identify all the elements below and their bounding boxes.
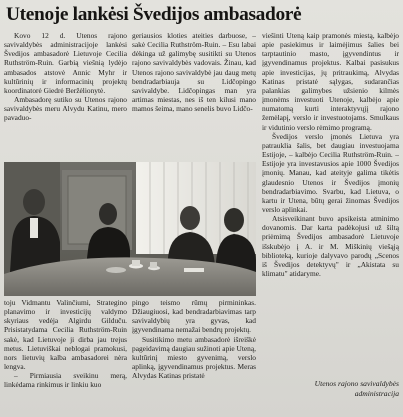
article-column-2-top	[132, 31, 256, 161]
article-column-2-bottom	[132, 298, 256, 417]
paragraph: geriausios kloties ateities darbuose, – sakė Cecilia Ruthström-Ruin. – Esu labai dėkinga už galimybę susitikti su Utenos rajono savivaldybės vadovais. Žinau, kad Utenos rajono savivaldybė jau daug metų bendradarbiauja su Lidčopingo savivaldybe. Lidčopingas man yra artimas miestas, nes iš ten kilusi mano mamos šeima, mano senelis buvo Lidčo-	[132, 31, 256, 114]
paragraph: toju Vidmantu Valinčiumi, Strategino planavimo ir investicijų valdymo skyriaus vedėja Algirdu Gilduču. Prisistatydama Cecilia Ruthström-Ruin sakė, kad Lietuvoje ji dirba jau trejus metus. Lietuviškai neblogai pramokusi, nors lietuvių kalba ambasadorei nėra lengva.	[4, 298, 127, 372]
signature-line-1: Utenos rajono savivaldybės	[314, 379, 399, 388]
paragraph: pingo teismo rūmų pirmininkas. Džiaugiuosi, kad bendradarbiavimas tarp savivaldybių yra gyvas, kad įgyvendinama nemažai bendrų projektų.	[132, 298, 256, 335]
article-signature	[262, 379, 399, 398]
article-headline: Utenoje lankėsi Švedijos ambasadorė	[6, 4, 302, 25]
article-column-1-top	[4, 31, 127, 161]
article-column-1-bottom	[4, 298, 127, 417]
paragraph: Švedijos verslo įmonės Lietuva yra patrauklia šalis, bet daugiau investuojama Estijoje, – kalbėjo Cecilia Ruthström-Ruin. – Estijoje yra investavusios apie 1000 Švedijos įmonių. Manau, kad ateityje galima tikėtis glaudesnio Utenos ir Švedijos įmonių bendradarbiavimo. Svarbu, kad Lietuva, o kartu ir Utena, būtų gerai žinomas Švedijos verslo aplinkai.	[262, 131, 399, 214]
article-column-3	[262, 31, 399, 377]
paragraph: Ambasadorę sutiko su Utenos rajono savivaldybės meru Alvydu Katinu, mero pavaduo-	[4, 95, 127, 123]
paragraph: viešinti Uteną kaip pramonės miestą, kalbėjo apie pasiekimus ir laimėjimus šalies bei tarptautinio masto, įgyvendintus ir įgyvendinamus projektus. Kalbai pasisukus apie investicijas, jų pritraukimą, Alvydas Katinas pristatė sąlygas, sudarančias palankias galimybes užsienio kilmės įmonėms investuoti Utenoje, kalbėjo apie numatomą kurti interaktyvųjį rajono žemėlapį, verslo ir investuotojams. Smulkaus ir vidutinio verslo rėmimo programą.	[262, 31, 399, 132]
signature-line-2: administracija	[354, 388, 399, 398]
paragraph: Kovo 12 d. Utenos rajono savivaldybės administracijoje lankėsi Švedijos ambasadorė Lietuvoje Cecilia Ruthström-Ruin. Garbią viešnią lydėjo ambasados atstovė Annic Myhr ir kultūrinių ir informacinių projektų koordinatorė Giedrė Beržėlionytė.	[4, 31, 127, 95]
paragraph: Atsisveikinant buvo apsikeista atminimo dovanomis. Dar karta padėkojusi už šiltą priėmimą Švedijos ambasadorė Lietuvoje išskubėjo į A. ir M. Miškinių viešąją biblioteką, kurioje dalyvavo parodų „Scenos iš Švedijos detektyvų" ir „Akistata su klimatu" atidaryme.	[262, 214, 399, 279]
meeting-photo-illustration	[4, 162, 256, 296]
paragraph: Susitikimo metu ambasadorė išreiškė pageidavimą daugiau sužinoti apie Uteną, kultūrinį miesto gyvenimą, verslo aplinką, įgyvendinamus projektus. Meras Alvydas Katinas pristatė	[132, 334, 256, 381]
article-photo	[4, 162, 256, 296]
paragraph: – Pirmiausia sveikinu merą, linkėdama rinkimus ir linkiu kuo	[4, 371, 127, 390]
